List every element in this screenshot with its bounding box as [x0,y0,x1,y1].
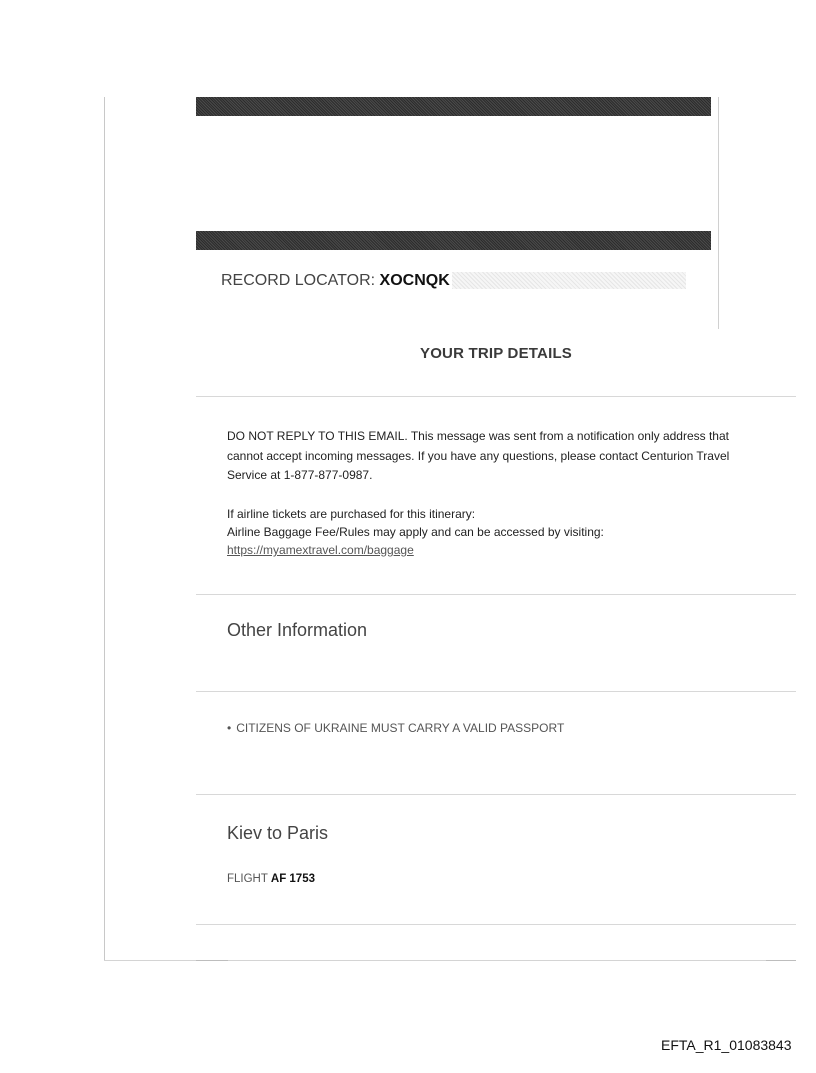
frame-left-border [104,97,105,961]
baggage-link[interactable]: https://myamextravel.com/baggage [227,543,414,557]
section-divider [196,924,796,925]
record-locator [221,272,450,290]
redacted-header-band [196,97,711,116]
section-divider [196,794,796,795]
record-locator-redaction [452,272,686,289]
record-locator-label: RECORD LOCATOR: [221,272,380,289]
bullet-icon: • [227,721,232,735]
segment-route-heading: Kiev to Paris [227,823,329,843]
flight-number: AF 1753 [270,873,315,885]
flight-info [227,873,315,885]
do-not-reply-notice: DO NOT REPLY TO THIS EMAIL. This message was sent from a notification only address that cannot accept incoming messages. If you have any questions, please contact Centurion Travel Service at 1-877-877-0987. [227,429,730,482]
page-title: YOUR TRIP DETAILS [419,345,573,362]
list-item [227,721,564,735]
section-divider [196,396,796,397]
baggage-line-1: If airline tickets are purchased for this itinerary: [227,507,476,521]
baggage-line-2: Airline Baggage Fee/Rules may apply and can be accessed by visiting: [227,525,604,539]
document-id: EFTA_R1_01083843 [661,1037,792,1053]
section-divider [766,960,796,961]
flight-label: FLIGHT [227,873,271,885]
other-information-item: CITIZENS OF UKRAINE MUST CARRY A VALID PASSPORT [236,721,565,735]
section-divider [196,594,796,595]
frame-right-border [718,97,719,329]
other-information-heading: Other Information [227,620,368,640]
redacted-banner-band [196,231,711,250]
baggage-info [227,505,757,559]
section-divider [196,960,228,961]
section-divider [196,691,796,692]
record-locator-code: XOCNQK [379,272,450,289]
